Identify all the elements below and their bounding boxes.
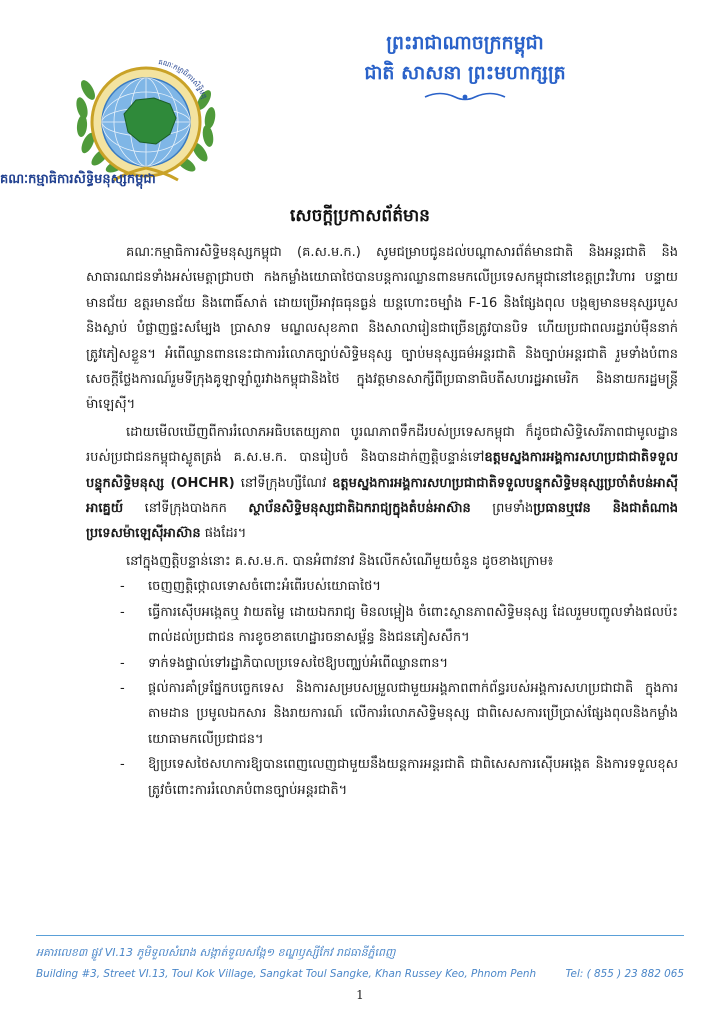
kingdom-line-2: ជាតិ សាសនា ព្រះមហាក្សត្រ — [364, 62, 566, 84]
paragraph-2-text: ដោយមើលឃើញពីការរំលោភអធិបតេយ្យភាព បូរណភាពទឹកដីរបស់ប្រទេសកម្ពុជា ក៏ដូចជាសិទ្ធិសេរីភាពជាមូលដ្ឋានរបស់ប្រជាជនកម្ពុជាស្លូតត្រង់ គ.ស.ម.ក. បានរៀបចំ និងបានដាក់ញត្តិបន្ទាន់ទៅ — [86, 424, 678, 466]
committee-name: គណៈកម្មាធិការសិទ្ធិមនុស្សកម្ពុជា — [0, 172, 156, 187]
logo-ring-text: គណៈកម្មាធិការសិទ្ធិមនុស្សកម្ពុជា — [157, 58, 209, 101]
list-item — [110, 651, 678, 676]
dash-marker: - — [120, 579, 125, 595]
list-item — [110, 752, 678, 803]
recipient-ohchr: ឧត្តមស្នងការអង្គការសហប្រជាជាតិទទួលបន្ទុកសិទ្ធិមនុស្ស (OHCHR) — [86, 450, 678, 491]
dash-marker: - — [120, 680, 125, 696]
dash-marker: - — [120, 757, 125, 773]
recipient-ohchr-sea: ឧត្តមស្នងការអង្គការសហប្រជាជាតិទទួលបន្ទុកសិទ្ធិមនុស្សប្រចាំតំបន់អាស៊ីអាគ្នេយ៍ — [86, 475, 678, 517]
paragraph-2 — [86, 420, 678, 547]
footer-telephone: Tel: ( 855 ) 23 882 065 — [565, 968, 684, 980]
paragraph-2-tail: ផងដែរ។ — [200, 526, 247, 542]
kingdom-line-1: ព្រះរាជាណាចក្រកម្ពុជា — [386, 32, 544, 54]
dash-marker: - — [120, 655, 125, 671]
committee-logo — [58, 30, 248, 190]
list-item — [110, 600, 678, 651]
list-item-text: ផ្តល់ការគាំទ្រផ្នែកបច្ចេកទេស និងការសម្របសម្រួលជាមួយអង្គភាពពាក់ព័ន្ធរបស់អង្គការសហប្រជាជាតិ ក្នុងការតាមដាន ប្រមូលឯកសារ និងរាយការណ៍ លើការរំលោភសិទ្ធិមនុស្ស ជាពិសេសការប្រើប្រាស់ផ្សែងពុលនិងកម្លាំងយោធាមកលើប្រជាជន។ — [148, 680, 678, 747]
footer-address-khmer: អគារលេខ៣ ផ្លូវ VI.13 ភូមិទួលសំរោង សង្កាត់ទួលសង្កែ១ ខណ្ឌឫស្សីកែវ រាជធានីភ្នំពេញ — [36, 946, 396, 959]
dash-marker: - — [120, 604, 125, 620]
list-item-text: ឱ្យប្រទេសថៃសហការឱ្យបានពេញលេញជាមួយនឹងយន្តការអន្តរជាតិ ជាពិសេសការស៊ើបអង្កេត និងការទទួលខុសត្រូវចំពោះការរំលោភបំពានច្បាប់អន្តរជាតិ។ — [148, 757, 678, 798]
list-item-text: ធ្វើការស៊ើបអង្កេតឬ វាយតម្លៃ ដោយឯករាជ្យ មិនលម្អៀង ចំពោះស្ថានភាពសិទ្ធិមនុស្ស ដែលរួមបញ្ចូលទាំងផលប៉ះពាល់ដល់ប្រជាជន ការខូចខាតហេដ្ឋារចនាសម្ព័ន្ធ និងជនភៀសសឹក។ — [148, 604, 678, 646]
list-item-text: ទាក់ទងផ្ទាល់ទៅរដ្ឋាភិបាលប្រទេសថៃឱ្យបញ្ឈប់អំពើឈ្លានពាន។ — [148, 655, 449, 671]
kingdom-header — [265, 28, 665, 88]
list-intro: នៅក្នុងញត្តិបន្ទាន់នោះ គ.ស.ម.ក. បានអំពាវនាវ និងលើកសំណើមួយចំនួន ដូចខាងក្រោម៖ — [126, 553, 554, 569]
footer-divider — [36, 935, 684, 936]
location-geneva: នៅទីក្រុងហ្សឺណែវ — [234, 475, 333, 491]
connector-text: ព្រមទាំង — [470, 501, 534, 517]
recipient-asean-chair: ប្រធានឬវេន និងជាតំណាងប្រទេសម៉ាឡេស៊ីអាស៊ាន — [86, 501, 679, 542]
ornament-divider-icon — [420, 90, 510, 104]
recipient-asean-nhri: ស្ថាប័នសិទ្ធិមនុស្សជាតិឯករាជ្យក្នុងតំបន់អាស៊ាន — [248, 501, 471, 517]
globe-emblem-icon — [58, 30, 248, 190]
paragraph-1: គណៈកម្មាធិការសិទ្ធិមនុស្សកម្ពុជា (គ.ស.ម.ក.) សូមជម្រាបជូនដល់បណ្តាសារព័ត៌មានជាតិ និងអន្តរជាតិ និងសាធារណជនទាំងអស់មេត្តាជ្រាបថា កងកម្លាំងយោធាថៃបានបន្តការឈ្លានពានមកលើប្រទេសកម្ពុជានៅខេត្តព្រះវិហារ បន្ទាយមានជ័យ ឧត្តរមានជ័យ និងពោធិ៍សាត់ ដោយប្រើអាវុធធុនធ្ងន់ យន្តហោះចម្បាំង F-16 និងផ្សែងពុល បង្កឲ្យមានមនុស្សរបួសនិងស្លាប់ បំផ្លាញផ្ទះសម្បែង ប្រាសាទ មណ្ឌលសុខភាព និងសាលារៀនជាច្រើនត្រូវបានបិទ ហើយប្រជាពលរដ្ឋរាប់ម៉ឺននាក់ត្រូវភៀសខ្លួន។ អំពើឈ្លានពាននេះជាការរំលោភច្បាប់សិទ្ធិមនុស្ស ច្បាប់មនុស្សធម៌អន្តរជាតិ និងច្បាប់អន្តរជាតិ រួមទាំងបំពានសេចក្តីថ្លែងការណ៍រួមទីក្រុងគូឡាឡាំពួរវាងកម្ពុជានិងថៃ ក្នុងវត្តមានសាក្សីពីប្រធានាធិបតីសហរដ្ឋអាមេរិក និងនាយករដ្ឋមន្ត្រីម៉ាឡេស៊ី។ — [86, 245, 678, 413]
footer-address-english: Building #3, Street VI.13, Toul Kok Village, Sangkat Toul Sangke, Khan Russey Keo, Phnom Penh — [36, 968, 537, 980]
document-body — [86, 240, 678, 803]
list-item-text: ចេញញត្តិថ្កោលទោសចំពោះអំពើរបស់យោធាថៃ។ — [148, 579, 381, 595]
list-item — [110, 676, 678, 752]
document-title: សេចក្តីប្រកាសព័ត៌មាន — [290, 206, 430, 226]
page-number: 1 — [356, 988, 364, 1002]
list-item — [110, 574, 678, 599]
location-bangkok: នៅទីក្រុងបាងកក — [123, 501, 249, 517]
request-list — [86, 574, 678, 803]
